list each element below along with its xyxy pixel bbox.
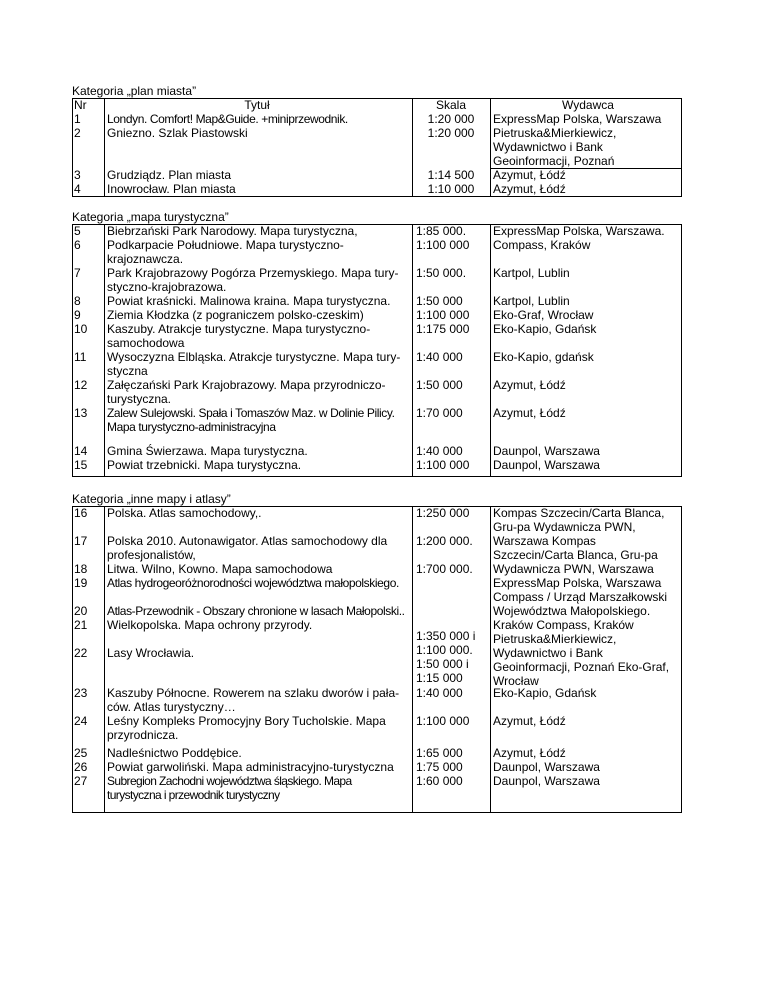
row-nr: 17 — [74, 534, 88, 548]
row-title: Wysoczyzna Elbląska. Atrakcje turystyczne. Mapa tury-styczna — [107, 350, 401, 378]
row-publisher: Daunpol, Warszawa — [493, 444, 600, 458]
header-publisher: Wydawca — [562, 98, 614, 112]
row-publisher: Azymut, Łódź — [493, 746, 566, 760]
row-nr: 12 — [74, 378, 88, 392]
row-title: Wielkopolska. Mapa ochrony przyrody. — [107, 618, 313, 632]
row-title: Litwa. Wilno, Kowno. Mapa samochodowa — [107, 562, 333, 576]
row-nr: 27 — [74, 774, 88, 788]
row-nr: 18 — [74, 562, 88, 576]
row-title: Subregion Zachodni województwa śląskiego. Mapa turystyczna i przewodnik turystyczny — [107, 774, 352, 802]
row-nr: 20 — [74, 604, 88, 618]
row-nr: 16 — [74, 506, 88, 520]
row-publisher: Daunpol, Warszawa — [493, 760, 600, 774]
row-nr: 4 — [74, 182, 81, 196]
row-publisher: Daunpol, Warszawa — [493, 774, 600, 788]
row-nr: 25 — [74, 746, 88, 760]
row-nr: 7 — [74, 266, 81, 280]
row-scale: 1:50 000. — [416, 266, 467, 280]
row-title: Załęczański Park Krajobrazowy. Mapa przyrodniczo-turystyczna. — [107, 378, 386, 406]
row-nr: 9 — [74, 308, 81, 322]
row-title: Powiat garwoliński. Mapa administracyjno-turystyczna — [107, 760, 394, 774]
row-nr: 19 — [74, 576, 88, 590]
row-title: Park Krajobrazowy Pogórza Przemyskiego. Mapa tury-styczno-krajobrazowa. — [107, 266, 399, 294]
row-title: Kaszuby Północne. Rowerem na szlaku dworów i pała-ców. Atlas turystyczny… — [107, 686, 400, 714]
row-nr: 21 — [74, 618, 88, 632]
row-scale: 1:50 000 — [416, 378, 463, 392]
table-plan-miasta — [72, 98, 682, 196]
row-publisher: Kompas Szczecin/Carta Blanca, Gru-pa Wydawnicza PWN, Warszawa Kompas Szczecin/Carta Blanca, Gru-pa Wydawnicza PWN, Warszawa ExpressMap Polska, Warszawa Compass / Urząd Marszałkowski Województwa Małopolskiego. Kraków Compass, Kraków Pietruska&Mierkiewicz, Wydawnictwo i Bank Geoinformacji, Poznań Eko-Graf, Wrocław — [493, 506, 670, 688]
row-nr: 15 — [74, 458, 88, 472]
row-title: Powiat kraśnicki. Malinowa kraina. Mapa turystyczna. — [107, 294, 391, 308]
row-publisher: Azymut, Łódź — [493, 406, 566, 420]
row-scale: 1:200 000. — [416, 534, 473, 548]
row-nr: 6 — [74, 238, 81, 252]
row-publisher: ExpressMap Polska, Warszawa. — [493, 224, 665, 238]
row-nr: 5 — [74, 224, 81, 238]
row-publisher: Kartpol, Lublin — [493, 294, 570, 308]
row-scale: 1:20 000 — [427, 112, 475, 126]
row-scale: 1:14 500 — [427, 168, 475, 182]
row-nr: 11 — [74, 350, 87, 364]
row-scale: 1:40 000 — [416, 350, 463, 364]
row-scale: 1:40 000 — [416, 444, 463, 458]
row-publisher: Eko-Kapio, Gdańsk — [493, 686, 597, 700]
row-publisher: Azymut, Łódź — [493, 168, 566, 182]
header-nr: Nr — [74, 98, 87, 112]
row-publisher: Azymut, Łódź — [493, 378, 566, 392]
category-heading-2: Kategoria „mapa turystyczna” — [72, 210, 229, 224]
row-publisher: Eko-Kapio, Gdańsk — [493, 322, 597, 336]
row-nr: 22 — [74, 646, 88, 660]
row-title: Atlas hydrogeoróżnorodności województwa małopolskiego. — [107, 576, 399, 590]
row-scale: 1:100 000 — [416, 308, 470, 322]
row-publisher: ExpressMap Polska, Warszawa — [493, 112, 662, 126]
row-nr: 1 — [74, 112, 81, 126]
row-publisher: Kartpol, Lublin — [493, 266, 570, 280]
row-scale: 1:70 000 — [416, 406, 463, 420]
row-title: Nadleśnictwo Poddębice. — [107, 746, 242, 760]
row-title: Lasy Wrocławia. — [107, 646, 195, 660]
table-mapa-turystyczna — [72, 224, 682, 476]
row-scale: 1:250 000 — [416, 506, 470, 520]
row-title: Gmina Świerzawa. Mapa turystyczna. — [107, 444, 308, 458]
row-title: Gniezno. Szlak Piastowski — [107, 126, 248, 140]
document-sheet — [72, 84, 682, 812]
row-nr: 24 — [74, 714, 88, 728]
row-nr: 2 — [74, 126, 81, 140]
row-nr: 23 — [74, 686, 88, 700]
row-title: Podkarpacie Południowe. Mapa turystyczno-krajoznawcza. — [107, 238, 344, 266]
row-nr: 13 — [74, 406, 88, 420]
category-heading-1: Kategoria „plan miasta” — [72, 84, 197, 98]
table-inne-mapy-i-atlasy — [72, 506, 682, 812]
row-publisher: Daunpol, Warszawa — [493, 458, 600, 472]
row-nr: 3 — [74, 168, 81, 182]
row-scale: 1:65 000 — [416, 746, 463, 760]
row-title: Atlas-Przewodnik - Obszary chronione w lasach Małopolski.. — [107, 604, 405, 618]
row-scale: 1:175 000 — [416, 322, 470, 336]
row-nr: 14 — [74, 444, 88, 458]
row-scale: 1:40 000 — [416, 686, 463, 700]
row-scale: 1:75 000 — [416, 760, 463, 774]
header-title: Tytuł — [244, 98, 270, 112]
row-title: Londyn. Comfort! Map&Guide. +miniprzewodnik. — [107, 112, 348, 126]
row-scale: 1:10 000 — [427, 182, 475, 196]
row-scale: 1:50 000 — [416, 294, 463, 308]
row-title: Grudziądz. Plan miasta — [107, 168, 232, 182]
header-scale: Skala — [435, 98, 467, 112]
row-scale: 1:350 000 i 1:100 000. — [416, 629, 476, 657]
row-title: Inowrocław. Plan miasta — [107, 182, 236, 196]
row-scale: 1:100 000 — [416, 458, 470, 472]
row-title: Polska. Atlas samochodowy,. — [107, 506, 262, 520]
row-scale: 1:700 000. — [416, 562, 473, 576]
category-heading-3: Kategoria „inne mapy i atlasy” — [72, 492, 231, 506]
row-title: Zalew Sulejowski. Spała i Tomaszów Maz. w Dolinie Pilicy. Mapa turystyczno-administracyjna — [107, 406, 395, 434]
row-nr: 26 — [74, 760, 88, 774]
row-nr: 10 — [74, 322, 88, 336]
row-nr: 8 — [74, 294, 81, 308]
row-publisher: Compass, Kraków — [493, 238, 591, 252]
row-title: Biebrzański Park Narodowy. Mapa turystyczna, — [107, 224, 358, 238]
row-scale: 1:20 000 — [427, 126, 475, 140]
row-publisher: Pietruska&Mierkiewicz, Wydawnictwo i Bank Geoinformacji, Poznań — [493, 126, 617, 168]
row-scale: 1:100 000 — [416, 714, 470, 728]
row-scale: 1:100 000 — [416, 238, 470, 252]
row-publisher: Azymut, Łódź — [493, 182, 566, 196]
row-scale: 1:85 000. — [416, 224, 467, 238]
row-title: Leśny Kompleks Promocyjny Bory Tucholskie. Mapa przyrodnicza. — [107, 714, 386, 742]
row-scale: 1:60 000 — [416, 774, 463, 788]
row-publisher: Azymut, Łódź — [493, 714, 566, 728]
row-scale: 1:50 000 i 1:15 000 — [416, 657, 469, 685]
row-publisher: Eko-Graf, Wrocław — [493, 308, 594, 322]
row-title: Ziemia Kłodzka (z pograniczem polsko-czeskim) — [107, 308, 364, 322]
row-publisher: Eko-Kapio, gdańsk — [493, 350, 594, 364]
row-title: Polska 2010. Autonawigator. Atlas samochodowy dla profesjonalistów, — [107, 534, 388, 562]
row-title: Powiat trzebnicki. Mapa turystyczna. — [107, 458, 302, 472]
row-title: Kaszuby. Atrakcje turystyczne. Mapa turystyczno-samochodowa — [107, 322, 371, 350]
